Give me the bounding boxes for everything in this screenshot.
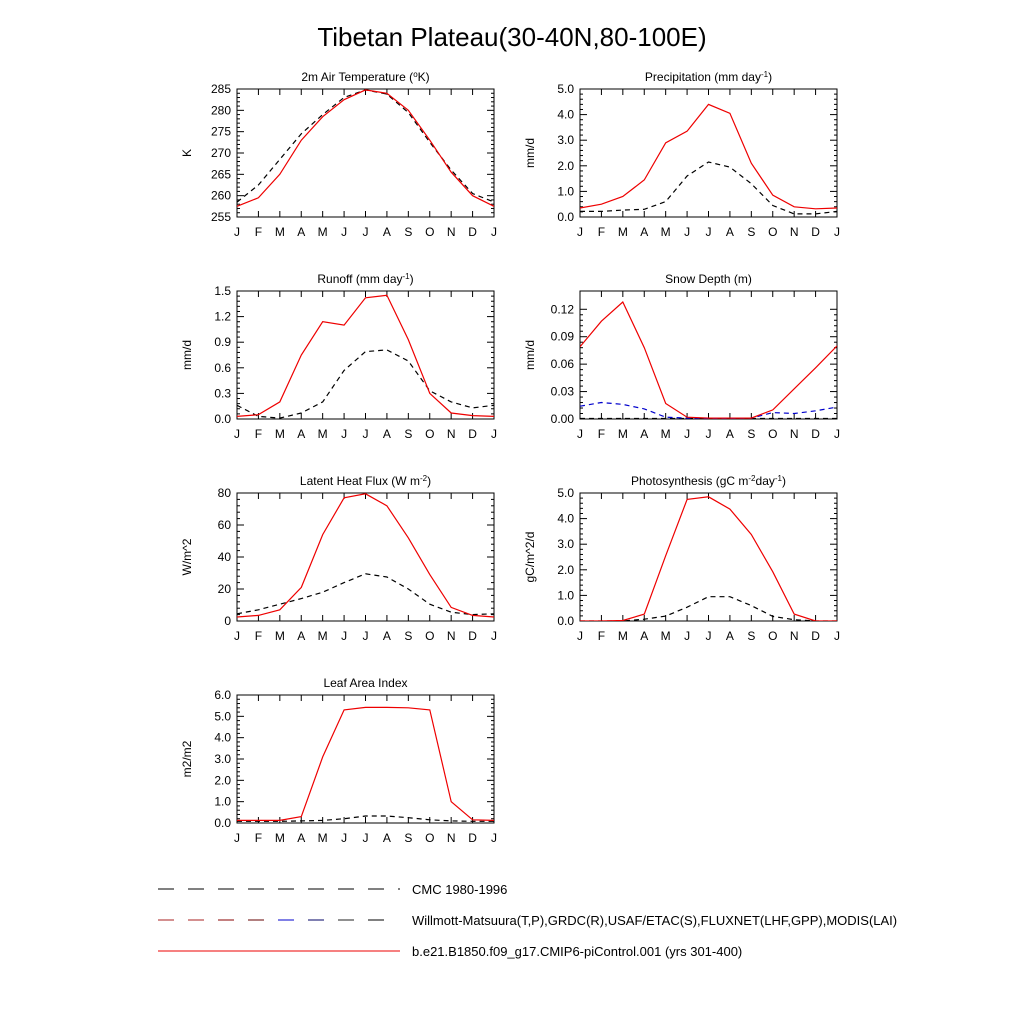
- x-tick-label: A: [297, 225, 306, 239]
- y-tick-label: 285: [210, 82, 231, 96]
- x-tick-label: A: [640, 629, 649, 643]
- y-tick-label: 0.06: [550, 357, 574, 372]
- series-line-obs: [580, 162, 837, 214]
- x-tick-label: D: [811, 629, 820, 643]
- x-tick-label: M: [660, 225, 671, 239]
- x-tick-label: J: [234, 629, 240, 643]
- x-tick-label: N: [789, 629, 799, 643]
- series-line-obs: [237, 350, 494, 418]
- y-tick-label: 0.0: [557, 614, 574, 628]
- series-line-model: [237, 707, 494, 820]
- y-tick-label: 0.09: [550, 329, 574, 344]
- x-tick-label: A: [297, 831, 306, 845]
- y-tick-label: 1.0: [557, 588, 574, 603]
- figure-title: Tibetan Plateau(30-40N,80-100E): [317, 22, 707, 52]
- x-tick-label: S: [747, 225, 756, 239]
- y-tick-label: 0.0: [214, 412, 231, 426]
- x-tick-label: F: [254, 629, 263, 643]
- y-tick-label: 2.0: [557, 562, 574, 577]
- y-tick-label: 0.12: [550, 302, 574, 317]
- x-tick-label: O: [425, 225, 435, 239]
- chart-panel: [180, 676, 497, 845]
- x-tick-label: J: [341, 427, 348, 441]
- plot-frame: [237, 89, 494, 217]
- y-axis-label: mm/d: [523, 340, 537, 370]
- x-tick-label: O: [425, 831, 435, 845]
- series-line-model: [237, 494, 494, 617]
- y-tick-label: 0.00: [550, 412, 574, 426]
- x-tick-label: J: [705, 225, 712, 239]
- x-tick-label: J: [577, 629, 583, 643]
- x-tick-label: N: [789, 427, 799, 441]
- x-tick-label: F: [597, 629, 606, 643]
- x-tick-label: S: [404, 427, 413, 441]
- x-tick-label: J: [577, 427, 583, 441]
- y-tick-label: 0.6: [214, 360, 231, 375]
- y-axis-label: mm/d: [523, 138, 537, 168]
- y-tick-label: 0.0: [557, 210, 574, 224]
- x-tick-label: J: [834, 427, 840, 441]
- x-tick-label: M: [617, 225, 628, 239]
- legend: [158, 882, 897, 959]
- y-tick-label: 2.0: [557, 158, 574, 173]
- y-tick-label: 270: [210, 146, 231, 160]
- y-tick-label: 0: [224, 614, 231, 628]
- panel-title: Latent Heat Flux (W $m^{-2}$): [299, 473, 432, 488]
- x-tick-label: J: [577, 225, 583, 239]
- series-line-model: [237, 90, 494, 206]
- x-tick-label: O: [768, 629, 778, 643]
- legend-item: [158, 913, 897, 928]
- y-tick-label: 2.0: [214, 773, 231, 788]
- x-tick-label: F: [254, 427, 263, 441]
- panel-title: Runoff (mm day$^{-1}$): [317, 271, 414, 286]
- panel-title: 2m Air Temperature ($^o$K): [301, 69, 430, 84]
- x-tick-label: M: [660, 427, 671, 441]
- y-tick-label: 1.0: [214, 794, 231, 809]
- x-tick-label: M: [317, 831, 328, 845]
- y-axis-label: gC/m^2/d: [523, 531, 537, 583]
- x-tick-label: J: [705, 629, 712, 643]
- y-tick-label: 6.0: [214, 688, 231, 702]
- y-tick-label: 3.0: [557, 133, 574, 148]
- x-tick-label: O: [768, 225, 778, 239]
- x-tick-label: J: [491, 629, 497, 643]
- series-line-model: [580, 497, 837, 621]
- plot-frame: [237, 493, 494, 621]
- x-tick-label: M: [317, 225, 328, 239]
- x-tick-label: N: [446, 831, 456, 845]
- x-tick-label: O: [425, 427, 435, 441]
- x-tick-label: J: [684, 629, 691, 643]
- y-tick-label: 260: [210, 188, 231, 203]
- x-tick-label: A: [382, 225, 391, 239]
- plot-frame: [237, 291, 494, 419]
- y-tick-label: 275: [210, 124, 231, 139]
- chart-panel: [523, 70, 840, 240]
- x-tick-label: J: [362, 831, 369, 845]
- x-tick-label: J: [362, 629, 369, 643]
- x-tick-label: J: [341, 831, 348, 845]
- x-tick-label: F: [597, 225, 606, 239]
- x-tick-label: J: [234, 427, 240, 441]
- y-tick-label: 3.0: [557, 537, 574, 552]
- x-tick-label: S: [404, 225, 413, 239]
- x-tick-label: M: [274, 629, 285, 643]
- y-tick-label: 1.5: [214, 284, 231, 298]
- x-tick-label: M: [274, 831, 285, 845]
- y-tick-label: 60: [217, 518, 231, 532]
- y-tick-label: 280: [210, 103, 231, 118]
- x-tick-label: M: [617, 629, 628, 643]
- y-tick-label: 4.0: [557, 511, 574, 526]
- x-tick-label: D: [811, 427, 820, 441]
- series-line-model: [237, 295, 494, 416]
- series-line-model: [580, 302, 837, 418]
- x-tick-label: D: [811, 225, 820, 239]
- x-tick-label: M: [274, 225, 285, 239]
- x-tick-label: J: [705, 427, 712, 441]
- y-axis-label: K: [180, 148, 194, 158]
- x-tick-label: J: [234, 831, 240, 845]
- x-tick-label: N: [789, 225, 799, 239]
- x-tick-label: S: [404, 831, 413, 845]
- x-tick-label: M: [317, 629, 328, 643]
- panel-title: Leaf Area Index: [323, 676, 408, 690]
- x-tick-label: A: [640, 427, 649, 441]
- y-tick-label: 5.0: [557, 82, 574, 96]
- legend-item: [158, 882, 507, 897]
- x-tick-label: S: [404, 629, 413, 643]
- panel-title: Precipitation (mm day$^{-1}$): [644, 69, 773, 84]
- x-tick-label: D: [468, 225, 477, 239]
- y-tick-label: 5.0: [214, 709, 231, 724]
- series-line-model: [580, 104, 837, 208]
- x-tick-label: J: [834, 225, 840, 239]
- x-tick-label: A: [297, 427, 306, 441]
- series-line-obs: [237, 90, 494, 202]
- x-tick-label: N: [446, 629, 456, 643]
- legend-label: b.e21.B1850.f09_g17.CMIP6-piControl.001 (yrs 301-400): [412, 944, 743, 959]
- y-tick-label: 80: [217, 486, 231, 500]
- y-tick-label: 0.3: [214, 386, 231, 401]
- y-axis-label: m2/m2: [180, 740, 194, 778]
- legend-item: [158, 944, 742, 959]
- x-tick-label: J: [362, 225, 369, 239]
- chart-panel: [523, 474, 840, 644]
- x-tick-label: S: [747, 427, 756, 441]
- y-tick-label: 0.0: [214, 816, 231, 830]
- plot-frame: [237, 695, 494, 823]
- y-tick-label: 265: [210, 167, 231, 182]
- x-tick-label: J: [684, 225, 691, 239]
- x-tick-label: D: [468, 831, 477, 845]
- x-tick-label: M: [660, 629, 671, 643]
- x-tick-label: O: [768, 427, 778, 441]
- x-tick-label: D: [468, 629, 477, 643]
- x-tick-label: J: [491, 225, 497, 239]
- x-tick-label: N: [446, 225, 456, 239]
- x-tick-label: O: [425, 629, 435, 643]
- legend-label: Willmott-Matsuura(T,P),GRDC(R),USAF/ETAC(S),FLUXNET(LHF,GPP),MODIS(LAI): [412, 913, 898, 928]
- panels: [180, 70, 840, 846]
- x-tick-label: A: [382, 831, 391, 845]
- y-axis-label: W/m^2: [180, 538, 194, 576]
- chart-panel: [180, 272, 497, 442]
- y-tick-label: 1.2: [214, 309, 231, 324]
- y-tick-label: 3.0: [214, 752, 231, 766]
- x-tick-label: A: [382, 629, 391, 643]
- x-tick-label: A: [297, 629, 306, 643]
- y-tick-label: 4.0: [557, 107, 574, 122]
- x-tick-label: A: [725, 225, 734, 239]
- x-tick-label: J: [834, 629, 840, 643]
- panel-title: Snow Depth (m): [665, 272, 752, 286]
- x-tick-label: N: [446, 427, 456, 441]
- x-tick-label: J: [362, 427, 369, 441]
- x-tick-label: J: [234, 225, 240, 239]
- y-axis-label: mm/d: [180, 340, 194, 370]
- y-tick-label: 4.0: [214, 730, 231, 745]
- y-tick-label: 20: [217, 582, 231, 596]
- chart-panel: [180, 474, 497, 644]
- x-tick-label: D: [468, 427, 477, 441]
- x-tick-label: F: [597, 427, 606, 441]
- y-tick-label: 0.03: [550, 384, 574, 399]
- x-tick-label: M: [274, 427, 285, 441]
- x-tick-label: M: [617, 427, 628, 441]
- x-tick-label: J: [341, 629, 348, 643]
- x-tick-label: F: [254, 831, 263, 845]
- x-tick-label: J: [491, 831, 497, 845]
- x-tick-label: M: [317, 427, 328, 441]
- x-tick-label: A: [382, 427, 391, 441]
- x-tick-label: J: [491, 427, 497, 441]
- x-tick-label: J: [341, 225, 348, 239]
- x-tick-label: J: [684, 427, 691, 441]
- y-tick-label: 40: [217, 550, 231, 564]
- y-tick-label: 1.0: [557, 184, 574, 199]
- y-tick-label: 255: [210, 210, 231, 224]
- x-tick-label: A: [725, 427, 734, 441]
- y-tick-label: 5.0: [557, 486, 574, 500]
- plot-frame: [580, 493, 837, 621]
- plot-frame: [580, 291, 837, 419]
- x-tick-label: S: [747, 629, 756, 643]
- legend-label: CMC 1980-1996: [412, 882, 508, 897]
- x-tick-label: F: [254, 225, 263, 239]
- chart-panel: [523, 272, 840, 441]
- x-tick-label: A: [725, 629, 734, 643]
- chart-panel: [180, 70, 497, 240]
- panel-title: Photosynthesis (gC $m^{-2}day^{-1}$): [631, 473, 786, 488]
- y-tick-label: 0.9: [214, 335, 231, 350]
- x-tick-label: A: [640, 225, 649, 239]
